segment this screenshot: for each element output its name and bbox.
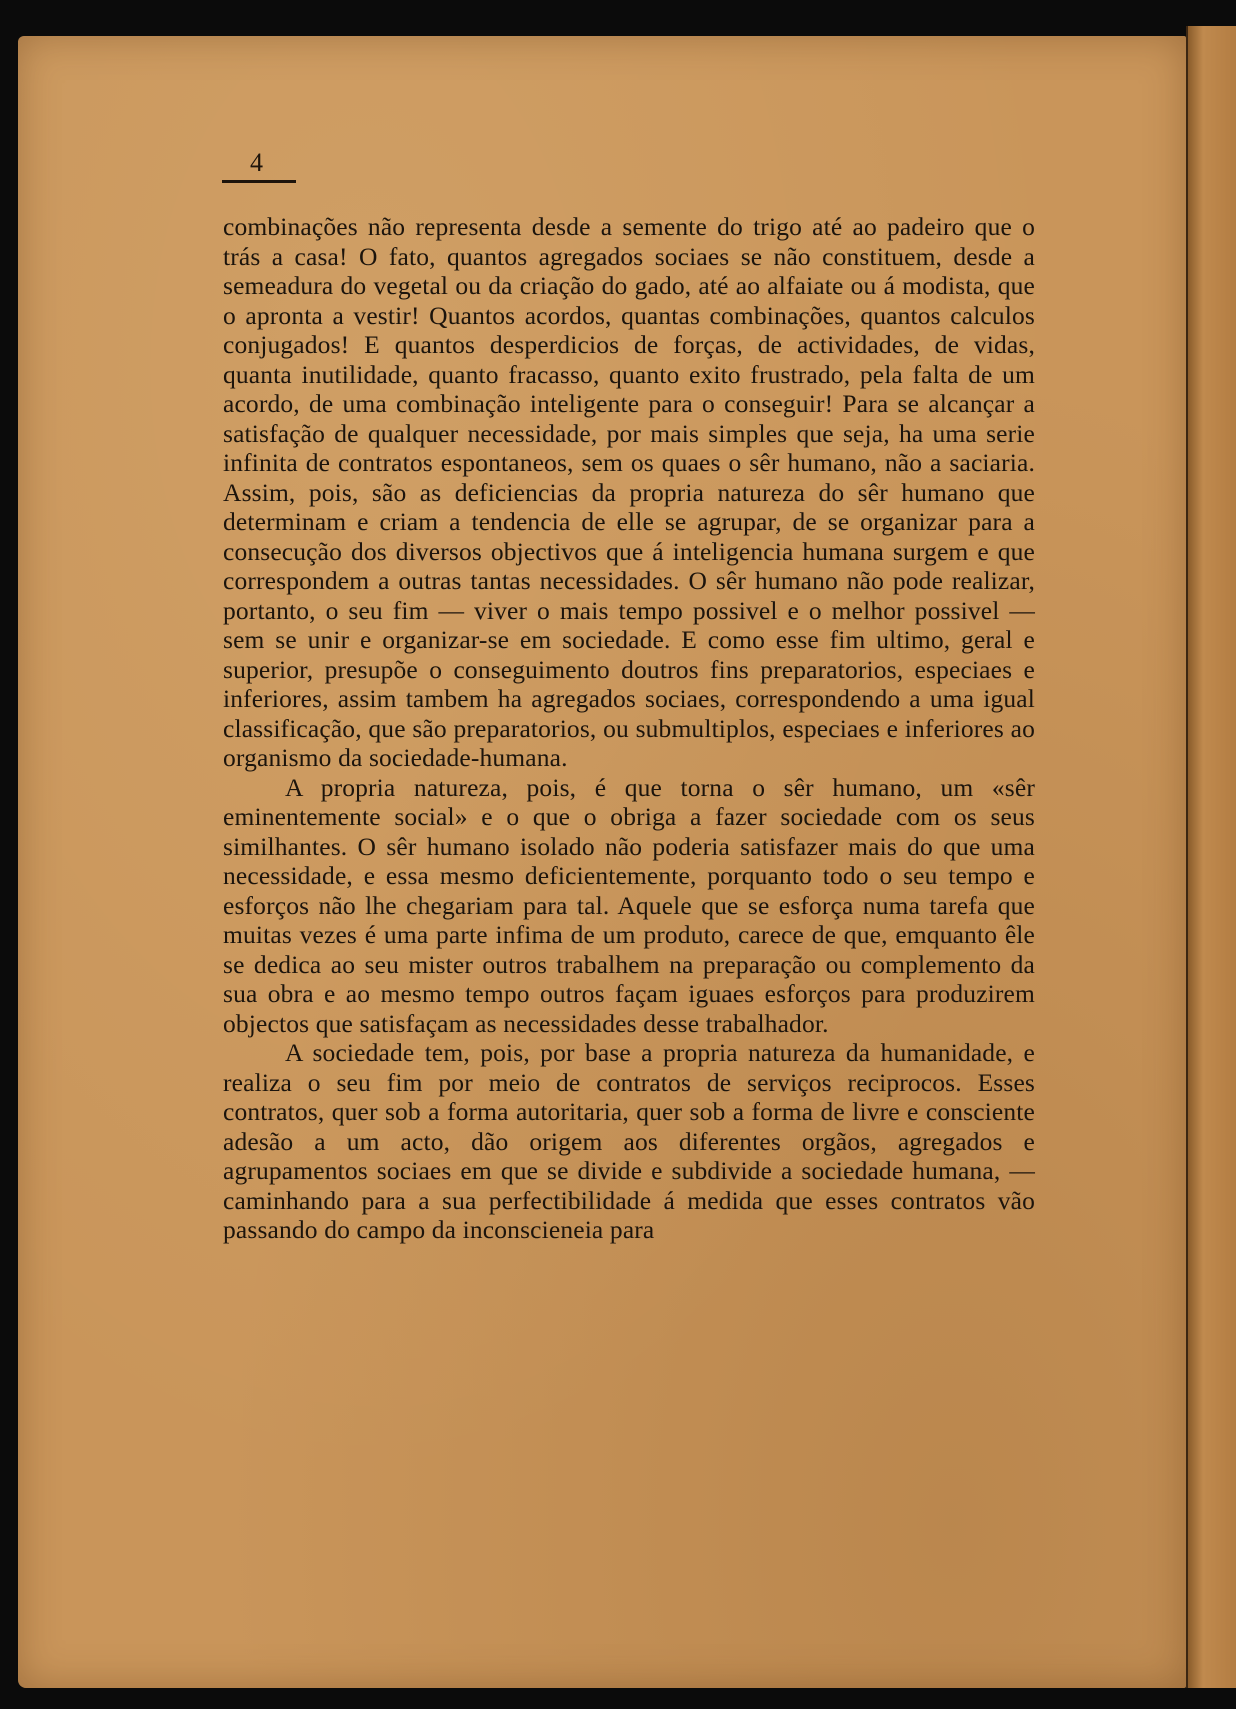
page-number: 4 — [250, 148, 263, 177]
paragraph-3: A sociedade tem, pois, por base a propria natureza da humanidade, e realiza o seu fim por meio de contratos de serviços reciprocos. Esses contratos, quer sob a forma autoritaria, quer sob a forma de livre e consciente adesão a um acto, dão origem aos diferentes orgãos, agregados e agrupamentos sociaes em que se divide e subdivide a sociedade humana, — caminhando para a sua perfectibilidade á medida que esses contratos vão passando do campo da inconscieneia para — [223, 1038, 1035, 1244]
page-number-rule — [222, 180, 296, 183]
next-page-edge — [1186, 26, 1236, 1688]
paragraph-1: combinações não representa desde a semente do trigo até ao padeiro que o trás a casa! O fato, quantos agregados sociaes se não constituem, desde a semeadura do vegetal ou da criação do gado, até ao alfaiate ou á modista, que o apronta a vestir! Quantos acordos, quantas combinações, quantos calculos conjugados! E quantos desperdicios de forças, de actividades, de vidas, quanta inutilidade, quanto fracasso, quanto exito frustrado, pela falta de um acordo, de uma combinação inteligente para o conseguir! Para se alcançar a satisfação de qualquer necessidade, por mais simples que seja, ha uma serie infinita de contratos espontaneos, sem os quaes o sêr humano, não a saciaria. Assim, pois, são as deficiencias da propria natureza do sêr humano que determinam e criam a tendencia de elle se agrupar, de se organizar para a consecução dos diversos objectivos que á inteligencia humana surgem e que correspondem a outras tantas necessidades. O sêr humano não pode realizar, portanto, o seu fim — viver o mais tempo possivel e o melhor possivel — sem se unir e organizar-se em sociedade. E como esse fim ultimo, geral e superior, presupõe o conseguimento doutros fins preparatorios, especiaes e inferiores, assim tambem ha agregados sociaes, correspondendo a uma igual classificação, que são preparatorios, ou submultiplos, especiaes e inferiores ao organismo da sociedade-humana. — [223, 212, 1035, 772]
body-text — [223, 212, 1035, 1245]
paragraph-2: A propria natureza, pois, é que torna o sêr humano, um «sêr eminentemente social» e o que o obriga a fazer sociedade com os seus similhantes. O sêr humano isolado não poderia satisfazer mais do que uma necessidade, e essa mesmo deficientemente, porquanto todo o seu tempo e esforços não lhe chegariam para tal. Aquele que se esforça numa tarefa que muitas vezes é uma parte infima de um produto, carece de que, emquanto êle se dedica ao seu mister outros trabalhem na preparação ou complemento da sua obra e ao mesmo tempo outros façam iguaes esforços para produzirem objectos que satisfaçam as necessidades desse trabalhador. — [223, 772, 1035, 1038]
